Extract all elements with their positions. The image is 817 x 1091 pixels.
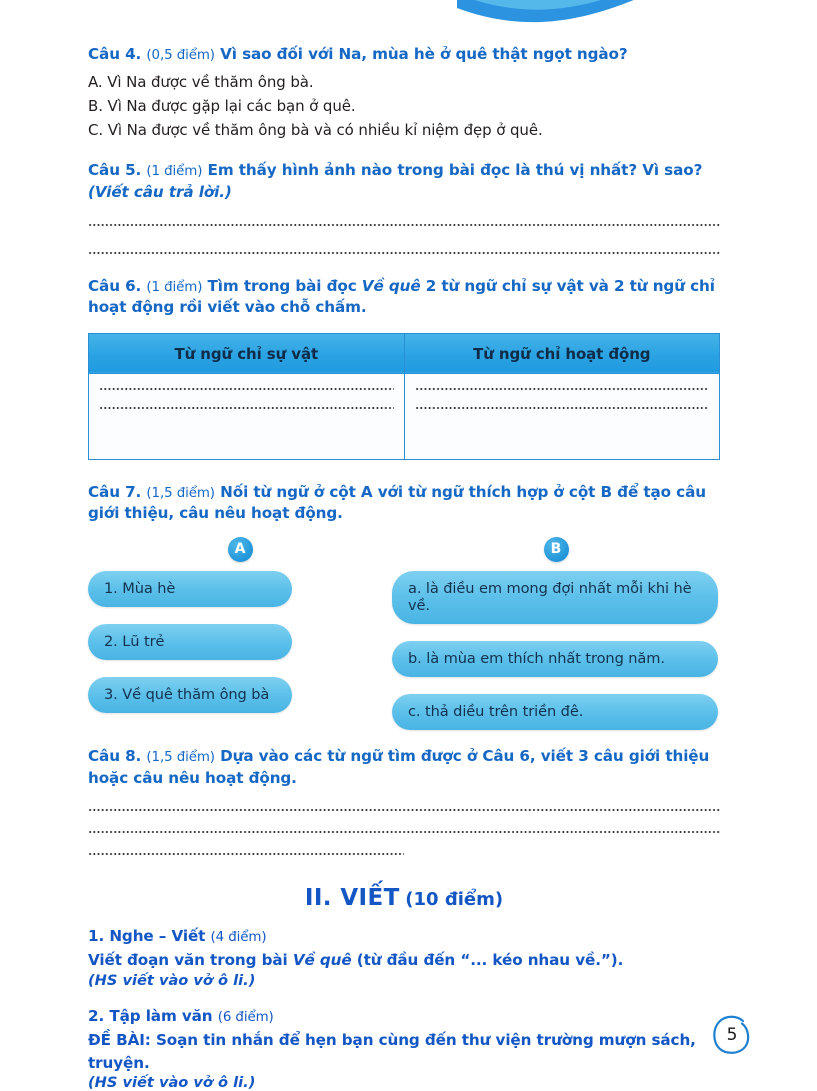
cau4-option-b[interactable]: B. Vì Na được gặp lại các bạn ở quê. — [88, 96, 356, 115]
cau5-note: (Viết câu trả lời.) — [88, 183, 232, 202]
column-a-badge-slot — [88, 537, 392, 562]
cau6-label: Câu 6. — [88, 276, 142, 295]
page-number-value: 5 — [726, 1025, 738, 1045]
tap-lam-van-title: 2. Tập làm văn — [88, 1006, 213, 1025]
table-row — [89, 373, 720, 459]
column-a-item-1[interactable]: 1. Mùa hè — [88, 571, 292, 607]
column-b-badge-slot — [392, 537, 720, 562]
cau7-points: (1,5 điểm) — [146, 485, 215, 501]
badge-column-b: B — [544, 537, 569, 562]
question-cau6 — [88, 276, 720, 460]
cau6-prompt-part1: Tìm trong bài đọc — [207, 276, 357, 295]
column-b-items — [392, 571, 720, 730]
table-header-su-vat: Từ ngữ chỉ sự vật — [89, 333, 405, 373]
nghe-viet-note: (HS viết vào vở ô li.) — [88, 971, 256, 989]
section-viet-heading — [88, 885, 720, 911]
cau4-heading — [88, 44, 720, 66]
table-header-hoat-dong: Từ ngữ chỉ hoạt động — [404, 333, 720, 373]
question-cau5 — [88, 160, 720, 253]
cau6-table — [88, 333, 720, 460]
nghe-viet-body-title: Về quê — [292, 951, 352, 970]
nghe-viet-title: 1. Nghe – Viết — [88, 927, 206, 946]
cau5-answer-line-1[interactable] — [88, 224, 720, 226]
cell-line-1[interactable] — [99, 388, 394, 390]
cau4-prompt: Vì sao đối với Na, mùa hè ở quê thật ngọt ngào? — [220, 45, 628, 63]
cau4-label: Câu 4. — [88, 45, 142, 63]
cau7-prompt: Nối từ ngữ ở cột A với từ ngữ thích hợp ở cột B để tạo câu giới thiệu, câu nêu hoạt động. — [88, 482, 706, 523]
nghe-viet-body-part2: (từ đầu đến “... kéo nhau về.”). — [356, 951, 624, 970]
matching-columns — [88, 571, 720, 730]
section-viet-title: II. VIẾT — [304, 885, 400, 912]
table-header-row — [89, 333, 720, 373]
cau6-prompt-title: Về quê — [361, 276, 421, 295]
tap-lam-van-title-row — [88, 1007, 720, 1025]
cau6-points: (1 điểm) — [146, 279, 203, 295]
cau5-prompt: Em thấy hình ảnh nào trong bài đọc là thú vị nhất? Vì sao? — [207, 161, 703, 180]
cell-line-1[interactable] — [415, 388, 710, 390]
cau7-label: Câu 7. — [88, 482, 142, 501]
table-cell-hoat-dong[interactable] — [404, 373, 720, 459]
cau4-option-c[interactable]: C. Vì Na được về thăm ông bà và có nhiều kỉ niệm đẹp ở quê. — [88, 121, 543, 140]
cell-line-2[interactable] — [99, 407, 394, 409]
cau8-answer-line-2[interactable] — [88, 831, 720, 833]
table-cell-su-vat[interactable] — [89, 373, 405, 459]
column-b-item-b[interactable]: b. là mùa em thích nhất trong năm. — [392, 641, 718, 677]
cau5-heading — [88, 160, 720, 203]
cau5-answer-line-2[interactable] — [88, 252, 720, 254]
badge-column-a: A — [228, 537, 253, 562]
column-b-item-a[interactable]: a. là điều em mong đợi nhất mỗi khi hè về. — [392, 571, 718, 624]
tap-lam-van-body-text: Soạn tin nhắn để hẹn bạn cùng đến thư viện trường mượn sách, truyện. — [88, 1030, 696, 1072]
column-b-item-c[interactable]: c. thả diều trên triền đê. — [392, 694, 718, 730]
cau4-points: (0,5 điểm) — [146, 48, 215, 63]
cell-line-2[interactable] — [415, 407, 710, 409]
question-cau8 — [88, 746, 720, 855]
tap-lam-van-body — [88, 1029, 720, 1075]
cau8-points: (1,5 điểm) — [146, 749, 215, 765]
cau7-heading — [88, 482, 720, 525]
worksheet-content — [88, 44, 720, 1091]
wave-decoration-icon — [457, 0, 817, 46]
column-a-item-3[interactable]: 3. Về quê thăm ông bà — [88, 677, 292, 713]
tap-lam-van-points: (6 điểm) — [217, 1009, 274, 1025]
cau4-option-a[interactable]: A. Vì Na được về thăm ông bà. — [88, 72, 314, 91]
column-a-item-2[interactable]: 2. Lũ trẻ — [88, 624, 292, 660]
nghe-viet-points: (4 điểm) — [210, 930, 267, 946]
cau5-points: (1 điểm) — [146, 164, 203, 180]
tap-lam-van-body-label: ĐỀ BÀI: — [88, 1030, 151, 1049]
cau5-label: Câu 5. — [88, 161, 142, 180]
cau8-heading — [88, 746, 720, 789]
nghe-viet-title-row — [88, 927, 720, 945]
cau8-answer-line-1[interactable] — [88, 809, 720, 811]
cau8-label: Câu 8. — [88, 746, 142, 765]
column-badges-row — [88, 537, 720, 562]
nghe-viet-body-part1: Viết đoạn văn trong bài — [88, 951, 288, 970]
column-a-items — [88, 571, 392, 730]
cau8-answer-line-3[interactable] — [88, 853, 404, 855]
cau8-prompt: Dựa vào các từ ngữ tìm được ở Câu 6, viết 3 câu giới thiệu hoặc câu nêu hoạt động. — [88, 746, 710, 787]
viet-item-tap-lam-van — [88, 1007, 720, 1091]
cau7-matching-area — [88, 537, 720, 730]
section-viet-points: (10 điểm) — [405, 889, 504, 911]
viet-item-nghe-viet — [88, 927, 720, 989]
cau6-prompt-part2: 2 từ ngữ chỉ sự vật và 2 từ ngữ chỉ hoạt động rồi viết vào chỗ chấm. — [88, 276, 715, 317]
question-cau7 — [88, 482, 720, 730]
question-cau4 — [88, 44, 720, 142]
cau6-heading — [88, 276, 720, 319]
tap-lam-van-note: (HS viết vào vở ô li.) — [88, 1074, 256, 1091]
nghe-viet-body — [88, 949, 720, 972]
page-number — [709, 1012, 755, 1058]
